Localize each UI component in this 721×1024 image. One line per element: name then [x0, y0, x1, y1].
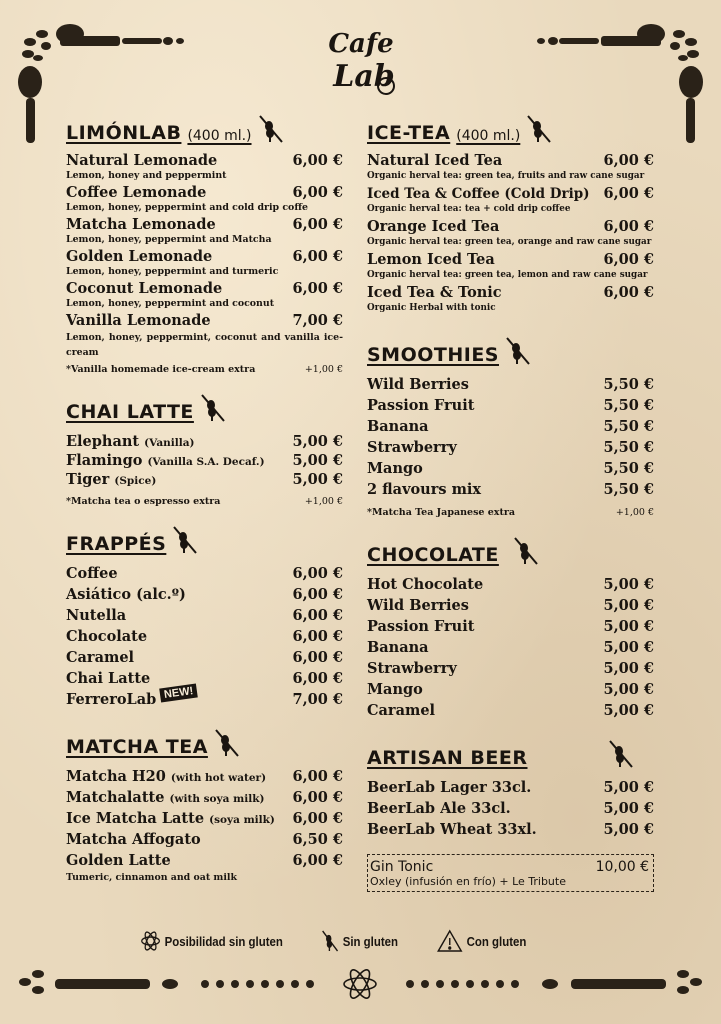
item-desc: Organic herval tea: green tea, orange and raw cane sugar	[367, 237, 652, 247]
new-badge: NEW!	[159, 683, 198, 702]
item-price: 5,50 €	[603, 460, 654, 477]
item-price: 6,00 €	[292, 586, 343, 603]
item-name: BeerLab Wheat	[367, 821, 493, 838]
item-price: 6,00 €	[292, 184, 343, 201]
item-name: Lemon Iced Tea	[367, 251, 495, 268]
matcha-item	[66, 852, 343, 871]
item-name: Chai Latte	[66, 670, 151, 687]
item-desc: Lemon, honey, peppermint and turmeric	[66, 266, 279, 277]
item-name: BeerLab Ale	[367, 800, 467, 817]
extra-price: +1,00 €	[615, 507, 654, 518]
frappe-item	[66, 586, 343, 607]
item-name: Matcha Lemonade	[66, 216, 216, 233]
smoothie-item	[367, 397, 654, 418]
gluten-free-icon	[505, 336, 531, 366]
item-name: Strawberry	[367, 660, 457, 677]
limonlab-item	[66, 216, 343, 246]
item-price: 5,50 €	[603, 418, 654, 435]
item-size: 33xl.	[497, 821, 537, 838]
frappes-heading	[66, 523, 343, 555]
item-price: 6,00 €	[292, 280, 343, 297]
item-price: 5,00 €	[603, 800, 654, 817]
gluten-warning-icon	[437, 929, 463, 953]
item-price: 6,00 €	[603, 185, 654, 202]
legend-with	[437, 928, 527, 954]
frappe-item	[66, 649, 343, 670]
golden-latte-desc: Tumeric, cinnamon and oat milk	[66, 872, 237, 883]
chai-item	[66, 471, 343, 488]
item-price: 6,00 €	[292, 248, 343, 265]
item-note: (Spice)	[114, 475, 157, 487]
item-price: 6,00 €	[603, 218, 654, 235]
smoothie-item	[367, 418, 654, 439]
matcha-item	[66, 789, 343, 810]
item-name: BeerLab Lager	[367, 779, 487, 796]
frappe-item	[66, 565, 343, 586]
beer-title: ARTISAN BEER	[367, 747, 528, 769]
item-name: Coconut Lemonade	[66, 280, 223, 297]
item-price: 7,00 €	[292, 691, 343, 708]
item-name: Golden Latte	[66, 852, 171, 869]
smoothie-item	[367, 376, 654, 397]
item-price: 6,00 €	[603, 284, 654, 301]
item-note: (Vanilla)	[144, 437, 195, 449]
item-name: Vanilla Lemonade	[66, 312, 211, 329]
item-price: 6,00 €	[292, 852, 343, 869]
svg-text:Lab: Lab	[333, 59, 395, 94]
item-price: 5,00 €	[603, 702, 654, 719]
chai-title: CHAI LATTE	[66, 401, 194, 423]
chocolate-item	[367, 618, 654, 639]
beer-item	[367, 821, 654, 842]
gluten-free-icon	[200, 393, 226, 423]
item-name: Coffee	[66, 565, 118, 582]
right-column	[367, 112, 654, 892]
item-price: 5,00 €	[292, 452, 343, 469]
item-price: 5,00 €	[292, 433, 343, 450]
item-name: Asiático (alc.º)	[66, 586, 186, 603]
frappe-item	[66, 670, 343, 691]
chocolate-item	[367, 681, 654, 702]
icetea-item	[367, 251, 654, 281]
frappe-item	[66, 607, 343, 628]
item-desc: Lemon, honey, peppermint and Matcha	[66, 234, 272, 245]
item-desc: Lemon, honey, peppermint, coconut and vanilla ice-cream	[66, 332, 343, 358]
legend-possible-label: Posibilidad sin gluten	[164, 933, 283, 949]
gluten-free-icon	[214, 728, 240, 758]
item-name: Wild Berries	[367, 597, 469, 614]
item-price: 6,00 €	[292, 670, 343, 687]
chocolate-title: CHOCOLATE	[367, 544, 499, 566]
smoothie-item	[367, 439, 654, 460]
item-price: 6,00 €	[603, 251, 654, 268]
item-price: 5,00 €	[603, 639, 654, 656]
item-price: 5,00 €	[603, 821, 654, 838]
item-name: Iced Tea & Coffee (Cold Drip)	[367, 186, 590, 202]
item-price: 5,00 €	[603, 618, 654, 635]
chocolate-heading	[367, 534, 654, 566]
item-price: 6,50 €	[292, 831, 343, 848]
item-name: 2 flavours mix	[367, 481, 482, 498]
item-price: 5,50 €	[603, 376, 654, 393]
extra-price: +1,00 €	[304, 364, 343, 375]
item-price: 6,00 €	[292, 152, 343, 169]
item-desc: Oxley (infusión en frío) + Le Tribute	[370, 875, 566, 888]
item-note: (Vanilla S.A. Decaf.)	[147, 456, 265, 468]
legend-without-label: Sin gluten	[342, 933, 399, 949]
svg-text:Cafe: Cafe	[328, 29, 394, 59]
item-name: Ice Matcha Latte	[66, 810, 205, 827]
limonlab-item	[66, 184, 343, 214]
matcha-title: MATCHA TEA	[66, 736, 208, 758]
item-price: 6,00 €	[292, 216, 343, 233]
item-name: Natural Lemonade	[66, 152, 218, 169]
extra-text: *Matcha Tea Japanese extra	[367, 507, 516, 518]
frappe-item	[66, 685, 343, 712]
icetea-heading	[367, 112, 654, 144]
item-name: Mango	[367, 460, 423, 477]
item-price: 5,00 €	[603, 597, 654, 614]
item-name: Natural Iced Tea	[367, 152, 503, 169]
cafe-lab-logo	[318, 14, 404, 98]
item-price: 6,00 €	[603, 152, 654, 169]
smoothies-title: SMOOTHIES	[367, 344, 499, 366]
limonlab-volume: (400 ml.)	[187, 128, 252, 144]
item-name: Banana	[367, 418, 429, 435]
item-name: Hot Chocolate	[367, 576, 484, 593]
smoothie-item	[367, 481, 654, 507]
item-desc: Lemon, honey, peppermint and coconut	[66, 298, 275, 309]
legend-possible	[140, 928, 283, 954]
item-price: 5,00 €	[603, 779, 654, 796]
icetea-item	[367, 284, 654, 314]
chai-item	[66, 452, 343, 469]
gluten-free-icon	[608, 739, 634, 769]
chocolate-item	[367, 597, 654, 618]
limonlab-heading	[66, 112, 343, 144]
item-name: Wild Berries	[367, 376, 469, 393]
item-name: Banana	[367, 639, 429, 656]
item-name: Caramel	[66, 649, 135, 666]
item-price: 5,50 €	[603, 481, 654, 498]
left-column	[66, 112, 343, 884]
item-desc: Organic herval tea: green tea, lemon and raw cane sugar	[367, 270, 648, 280]
item-size: 33cl.	[471, 800, 511, 817]
smoothie-item	[367, 460, 654, 481]
atom-icon	[140, 930, 161, 952]
extra-text: *Matcha tea o espresso extra	[66, 496, 221, 507]
extra-price: +1,00 €	[304, 496, 343, 507]
item-price: 6,00 €	[292, 789, 343, 806]
item-name: Gin Tonic	[370, 859, 434, 875]
item-name: Passion Fruit	[367, 618, 475, 635]
item-name: Golden Lemonade	[66, 248, 213, 265]
item-name: Elephant	[66, 433, 140, 450]
icetea-volume: (400 ml.)	[456, 128, 521, 144]
item-desc: Organic Herbal with tonic	[367, 303, 496, 313]
chai-item	[66, 433, 343, 450]
frappe-item	[66, 628, 343, 649]
item-name: Matchalatte	[66, 789, 165, 806]
beer-heading	[367, 737, 654, 769]
item-price: 6,00 €	[292, 628, 343, 645]
item-price: 7,00 €	[292, 312, 343, 329]
item-price: 5,00 €	[292, 471, 343, 488]
item-name: Orange Iced Tea	[367, 218, 500, 235]
extra-text: *Vanilla homemade ice-cream extra	[66, 364, 256, 375]
matcha-item	[66, 810, 343, 831]
icetea-title: ICE-TEA	[367, 122, 451, 144]
icetea-item	[367, 152, 654, 182]
item-name: Caramel	[367, 702, 436, 719]
matcha-item	[66, 768, 343, 789]
item-name: Matcha Affogato	[66, 831, 201, 848]
limonlab-extra	[66, 364, 343, 375]
chocolate-item	[367, 702, 654, 723]
gin-tonic-box	[367, 854, 654, 892]
item-price: 5,50 €	[603, 439, 654, 456]
gluten-free-icon	[526, 114, 552, 144]
limonlab-item	[66, 248, 343, 278]
limonlab-item	[66, 312, 343, 360]
gluten-legend	[140, 928, 527, 954]
item-price: 6,00 €	[292, 649, 343, 666]
item-desc: Organic herval tea: tea + cold drip coffee	[367, 204, 571, 214]
gluten-free-icon	[513, 536, 539, 566]
item-price: 6,00 €	[292, 565, 343, 582]
smoothies-extra	[367, 507, 654, 518]
item-note: (with hot water)	[170, 772, 267, 784]
gluten-free-icon	[172, 525, 198, 555]
item-name: Mango	[367, 681, 423, 698]
bottom-decoration	[0, 966, 721, 1002]
chai-extra	[66, 496, 343, 507]
item-price: 6,00 €	[292, 810, 343, 827]
item-name: Tiger	[66, 471, 110, 488]
beer-item	[367, 779, 654, 800]
beer-item	[367, 800, 654, 821]
item-desc: Lemon, honey and peppermint	[66, 170, 227, 181]
item-price: 5,00 €	[603, 660, 654, 677]
item-name: Flamingo	[66, 452, 143, 469]
icetea-item	[367, 185, 654, 215]
legend-with-label: Con gluten	[466, 933, 527, 949]
chocolate-item	[367, 639, 654, 660]
legend-without	[322, 928, 398, 954]
limonlab-title: LIMÓNLAB	[66, 122, 182, 144]
item-name: Chocolate	[66, 628, 148, 645]
item-name: Nutella	[66, 607, 127, 624]
item-price: 6,00 €	[292, 607, 343, 624]
limonlab-item	[66, 152, 343, 182]
item-note: (with soya milk)	[169, 793, 265, 805]
item-price: 5,50 €	[603, 397, 654, 414]
item-desc: Organic herval tea: green tea, fruits and raw cane sugar	[367, 171, 645, 181]
frappes-title: FRAPPÉS	[66, 533, 167, 555]
item-desc: Lemon, honey, peppermint and cold drip coffe	[66, 202, 308, 213]
item-name: FerreroLab	[66, 691, 157, 708]
gluten-free-icon	[258, 114, 284, 144]
item-note: (soya milk)	[209, 814, 275, 826]
item-name: Matcha H20	[66, 768, 166, 785]
item-name: Passion Fruit	[367, 397, 475, 414]
item-price: 5,00 €	[603, 681, 654, 698]
icetea-item	[367, 218, 654, 248]
item-name: Iced Tea & Tonic	[367, 284, 502, 301]
item-price: 6,00 €	[292, 768, 343, 785]
item-price: 10,00 €	[595, 859, 649, 875]
chai-heading	[66, 391, 343, 423]
chocolate-item	[367, 576, 654, 597]
item-price: 5,00 €	[603, 576, 654, 593]
matcha-heading	[66, 726, 343, 758]
item-size: 33cl.	[491, 779, 532, 796]
item-name: Coffee Lemonade	[66, 184, 207, 201]
item-name: Strawberry	[367, 439, 457, 456]
matcha-item	[66, 831, 343, 852]
limonlab-item	[66, 280, 343, 310]
chocolate-item	[367, 660, 654, 681]
smoothies-heading	[367, 334, 654, 366]
gluten-free-icon	[322, 928, 340, 954]
